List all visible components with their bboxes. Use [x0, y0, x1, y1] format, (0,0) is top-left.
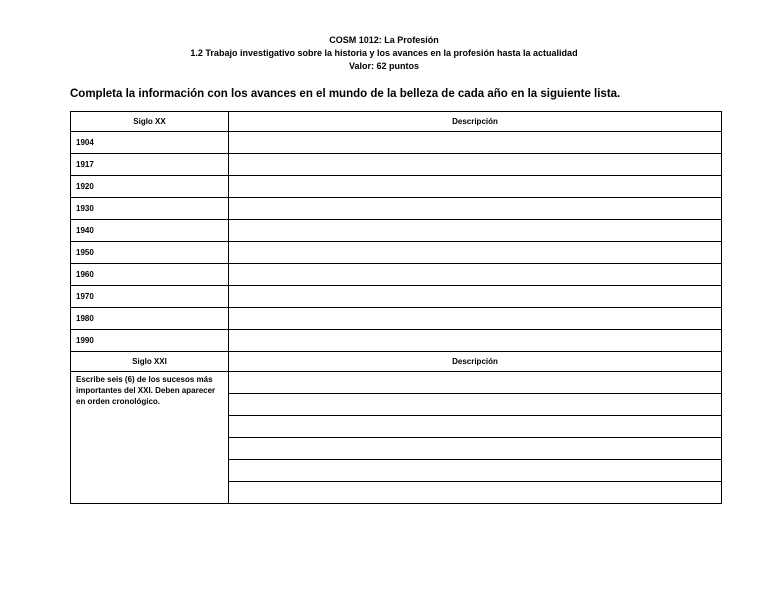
description-cell[interactable] — [229, 264, 722, 286]
history-table — [70, 111, 722, 504]
table-row — [71, 372, 722, 394]
header-descripcion-xxi: Descripción — [229, 352, 722, 372]
year-cell: 1970 — [71, 286, 229, 308]
description-cell[interactable] — [229, 330, 722, 352]
header-siglo-xxi: Siglo XXI — [71, 352, 229, 372]
description-cell[interactable] — [229, 220, 722, 242]
assignment-value: Valor: 62 puntos — [348, 61, 419, 71]
year-cell: 1917 — [71, 154, 229, 176]
description-cell[interactable] — [229, 286, 722, 308]
year-cell: 1980 — [71, 308, 229, 330]
description-cell[interactable] — [229, 460, 722, 482]
description-cell[interactable] — [229, 198, 722, 220]
year-cell: 1940 — [71, 220, 229, 242]
description-cell[interactable] — [229, 242, 722, 264]
description-cell[interactable] — [229, 438, 722, 460]
table-row — [71, 132, 722, 154]
year-cell: 1950 — [71, 242, 229, 264]
description-cell[interactable] — [229, 154, 722, 176]
year-cell: 1960 — [71, 264, 229, 286]
instruction-text: Completa la información con los avances en el mundo de la belleza de cada año en la siguiente lista. — [70, 88, 621, 100]
header-descripcion-xx: Descripción — [229, 112, 722, 132]
table-row — [71, 154, 722, 176]
document-header — [0, 34, 768, 73]
header-siglo-xx: Siglo XX — [71, 112, 229, 132]
description-cell[interactable] — [229, 416, 722, 438]
table-row — [71, 242, 722, 264]
table-row — [71, 220, 722, 242]
table-row — [71, 330, 722, 352]
description-cell[interactable] — [229, 372, 722, 394]
description-cell[interactable] — [229, 308, 722, 330]
course-title: COSM 1012: La Profesión — [329, 35, 439, 45]
table-row — [71, 308, 722, 330]
year-cell: 1990 — [71, 330, 229, 352]
table-header-row-xx — [71, 112, 722, 132]
year-cell: 1920 — [71, 176, 229, 198]
table-header-row-xxi — [71, 352, 722, 372]
description-cell[interactable] — [229, 394, 722, 416]
xxi-instruction-cell: Escribe seis (6) de los sucesos más importantes del XXI. Deben aparecer en orden cronológico. — [71, 372, 229, 504]
year-cell: 1904 — [71, 132, 229, 154]
description-cell[interactable] — [229, 482, 722, 504]
table-row — [71, 176, 722, 198]
assignment-title: 1.2 Trabajo investigativo sobre la historia y los avances en la profesión hasta la actualidad — [190, 48, 578, 58]
table-row — [71, 264, 722, 286]
table-row — [71, 286, 722, 308]
description-cell[interactable] — [229, 132, 722, 154]
description-cell[interactable] — [229, 176, 722, 198]
table-row — [71, 198, 722, 220]
year-cell: 1930 — [71, 198, 229, 220]
